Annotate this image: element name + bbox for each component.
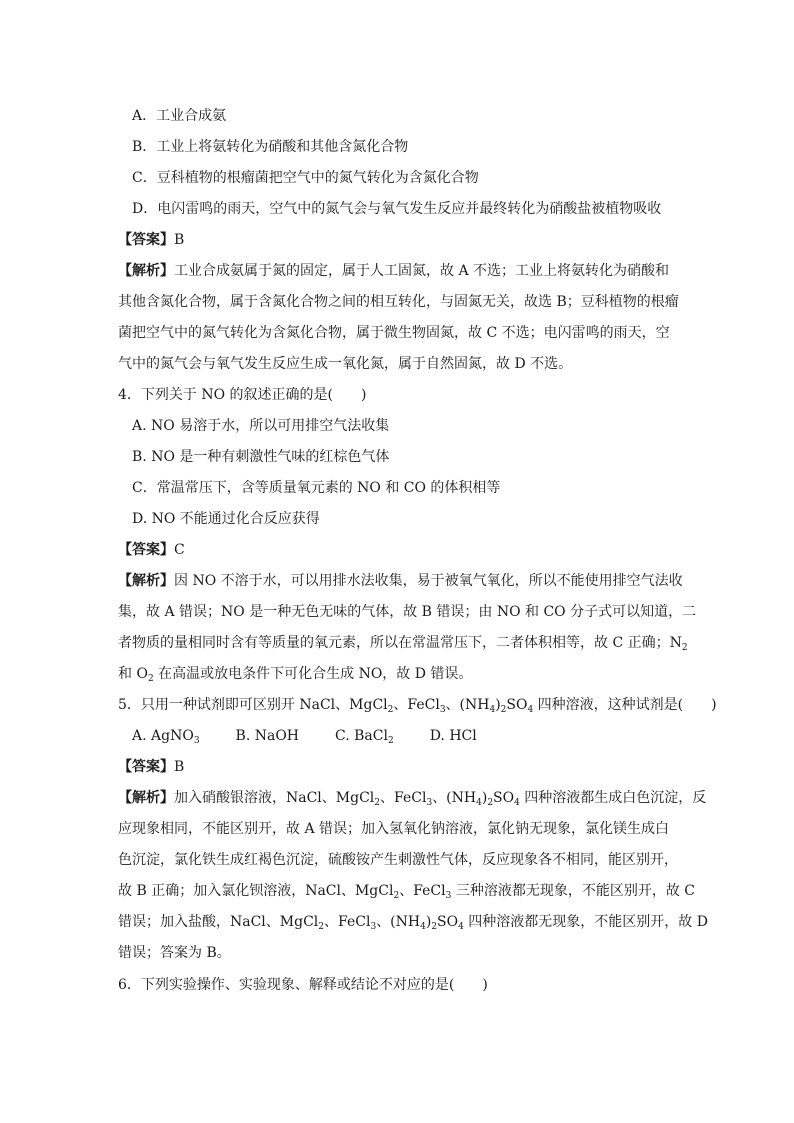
subscript: 2 bbox=[393, 891, 400, 901]
subscript: 2 bbox=[374, 798, 381, 808]
stem-text: SO bbox=[506, 697, 528, 713]
analysis-text: 、FeCl bbox=[399, 883, 446, 899]
q4-analysis-line-1 bbox=[118, 571, 683, 591]
analysis-text: 工业合成氨属于氮的固定，属于人工固氮，故 A 不选；工业上将氨转化为硝酸和 bbox=[174, 263, 670, 279]
answer-tag: 【答案】 bbox=[118, 759, 174, 775]
answer-value: B bbox=[174, 759, 185, 775]
stem-text: 四种溶液，这种试剂是( ) bbox=[533, 697, 717, 713]
q5-option-b: B. NaOH bbox=[235, 728, 300, 744]
subscript: 4 bbox=[489, 705, 496, 715]
stem-text: 、FeCl bbox=[393, 697, 440, 713]
analysis-text: 因 NO 不溶于水，可以用排水法收集，易于被氧气氧化，所以不能使用排空气法收 bbox=[174, 573, 683, 589]
analysis-text: 者物质的量相同时含有等质量的氧元素，所以在常温常压下，二者体积相等，故 C 正确；N bbox=[118, 635, 682, 651]
q5-analysis-line-4 bbox=[118, 881, 695, 901]
analysis-tag: 【解析】 bbox=[118, 263, 174, 279]
subscript: 4 bbox=[514, 798, 520, 808]
q4-option-a: A. NO 易溶于水，所以可用排空气法收集 bbox=[132, 418, 390, 434]
q5-analysis-line-6: 错误；答案为 B。 bbox=[118, 945, 231, 961]
q5-option-c bbox=[335, 726, 394, 746]
q5-analysis-line-5 bbox=[118, 912, 708, 932]
analysis-text: 、FeCl bbox=[380, 790, 427, 806]
analysis-text: 加入硝酸银溶液，NaCl、MgCl bbox=[174, 790, 375, 806]
q5-options bbox=[132, 726, 477, 746]
q4-analysis-line-2: 集，故 A 错误；NO 是一种无色无味的气体，故 B 错误；由 NO 和 CO 分子式可以知道，二 bbox=[118, 604, 697, 620]
analysis-text: SO bbox=[493, 790, 515, 806]
q5-analysis-line-1 bbox=[118, 788, 706, 808]
analysis-text: 在高温或放电条件下可化合生成 NO，故 D 错误。 bbox=[153, 666, 473, 682]
subscript: 2 bbox=[147, 674, 154, 684]
q3-option-b: B．工业上将氨转化为硝酸和其他含氮化合物 bbox=[132, 139, 409, 155]
q3-option-a: A．工业合成氨 bbox=[132, 108, 227, 124]
stem-text: ) bbox=[495, 697, 501, 713]
subscript: 2 bbox=[318, 922, 325, 932]
subscript: 3 bbox=[445, 891, 452, 901]
answer-value: B bbox=[174, 232, 185, 248]
subscript: 3 bbox=[370, 922, 377, 932]
analysis-text: 、FeCl bbox=[324, 914, 371, 930]
subscript: 4 bbox=[476, 798, 482, 808]
subscript: 3 bbox=[439, 705, 446, 715]
q3-analysis-line-2: 其他含氮化合物，属于含氮化合物之间的相互转化，与固氮无关，故选 B；豆科植物的根瘤 bbox=[118, 294, 679, 310]
q5-analysis-line-2: 应现象相同，不能区别开，故 A 错误；加入氢氧化钠溶液，氯化钠无现象，氯化镁生成白 bbox=[118, 821, 670, 837]
subscript: 3 bbox=[426, 798, 433, 808]
analysis-text: ) bbox=[425, 914, 432, 930]
analysis-tag: 【解析】 bbox=[118, 790, 174, 806]
q5-answer bbox=[118, 757, 184, 777]
analysis-text: ) bbox=[481, 790, 488, 806]
analysis-text: 、(NH bbox=[432, 790, 477, 806]
q4-analysis-line-3 bbox=[118, 633, 688, 653]
answer-tag: 【答案】 bbox=[118, 232, 174, 248]
q4-analysis-line-4 bbox=[118, 664, 472, 684]
option-text: A. AgNO bbox=[132, 728, 194, 744]
answer-tag: 【答案】 bbox=[118, 542, 174, 558]
analysis-text: 三种溶液都无现象，不能区别开，故 C bbox=[451, 883, 695, 899]
q3-analysis-line-3: 菌把空气中的氮气转化为含氮化合物，属于微生物固氮，故 C 不选；电闪雷鸣的雨天，空 bbox=[118, 325, 670, 341]
answer-value: C bbox=[174, 542, 185, 558]
q3-answer bbox=[118, 230, 184, 250]
q3-option-d: D．电闪雷鸣的雨天，空气中的氮气会与氧气发生反应并最终转化为硝酸盐被植物吸收 bbox=[132, 201, 662, 217]
q5-stem bbox=[118, 695, 717, 715]
subscript: 2 bbox=[487, 798, 494, 808]
subscript: 2 bbox=[500, 705, 507, 715]
subscript: 4 bbox=[458, 922, 464, 932]
q5-option-d: D. HCl bbox=[429, 728, 477, 744]
subscript: 4 bbox=[527, 705, 534, 715]
analysis-text: 错误；加入盐酸，NaCl、MgCl bbox=[118, 914, 319, 930]
q4-option-d: D. NO 不能通过化合反应获得 bbox=[132, 511, 320, 527]
subscript: 2 bbox=[431, 922, 438, 932]
option-text: C. BaCl bbox=[335, 728, 388, 744]
analysis-text: 、(NH bbox=[376, 914, 421, 930]
stem-text: 、(NH bbox=[445, 697, 490, 713]
subscript: 2 bbox=[387, 736, 394, 746]
analysis-tag: 【解析】 bbox=[118, 573, 174, 589]
q6-stem: 6．下列实验操作、实验现象、解释或结论不对应的是( ) bbox=[118, 977, 488, 993]
subscript: 3 bbox=[193, 736, 200, 746]
stem-text: 5．只用一种试剂即可区别开 NaCl、MgCl bbox=[118, 697, 388, 713]
q5-analysis-line-3: 色沉淀，氯化铁生成红褐色沉淀，硫酸铵产生刺激性气体，反应现象各不相同，能区别开， bbox=[118, 852, 678, 868]
analysis-text: 和 O bbox=[118, 666, 148, 682]
q3-analysis-line-4: 气中的氮气会与氧气发生反应生成一氧化氮，属于自然固氮，故 D 不选。 bbox=[118, 356, 573, 372]
analysis-text: SO bbox=[437, 914, 459, 930]
q4-answer bbox=[118, 540, 185, 560]
subscript: 2 bbox=[681, 643, 688, 653]
subscript: 4 bbox=[420, 922, 426, 932]
q4-option-b: B. NO 是一种有刺激性气味的红棕色气体 bbox=[132, 449, 390, 465]
q3-analysis-line-1 bbox=[118, 261, 669, 281]
analysis-text: 故 B 正确；加入氯化钡溶液，NaCl、MgCl bbox=[118, 883, 394, 899]
q3-option-c: C．豆科植物的根瘤菌把空气中的氮气转化为含氮化合物 bbox=[132, 170, 479, 186]
q4-stem: 4．下列关于 NO 的叙述正确的是( ) bbox=[118, 387, 367, 403]
q4-option-c: C．常温常压下，含等质量氧元素的 NO 和 CO 的体积相等 bbox=[132, 480, 501, 496]
analysis-text: 四种溶液都生成白色沉淀，反 bbox=[519, 790, 707, 806]
analysis-text: 四种溶液都无现象，不能区别开，故 D bbox=[463, 914, 708, 930]
subscript: 2 bbox=[387, 705, 394, 715]
q5-option-a bbox=[132, 726, 200, 746]
